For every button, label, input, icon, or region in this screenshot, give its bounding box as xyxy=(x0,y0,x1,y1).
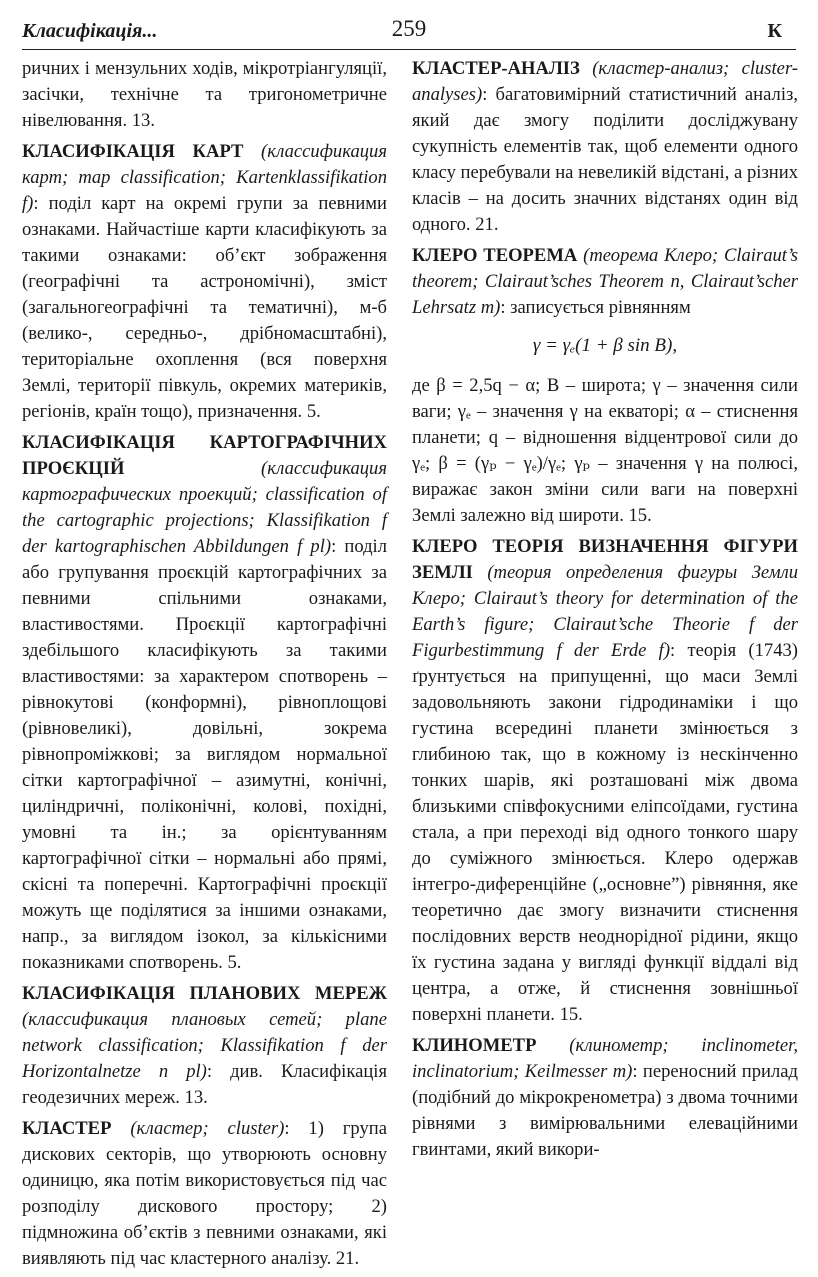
headword: КЛАСТЕР xyxy=(22,1118,112,1139)
headword: КЛАСИФІКАЦІЯ ПЛАНОВИХ МЕРЕЖ xyxy=(22,983,387,1004)
definition: : багатовимірний статистичний аналіз, який дає змогу поділити досліджувану сукупність елементів так, щоб елементи одного класу перебували на невеликій відстані, а різних класів – на досить значних відстанях один від одного. 21. xyxy=(412,84,798,235)
definition: : теорія (1743) ґрунтується на припущенні, що маси Землі задовольняють закони гідродинаміки і що густина всередині планети змінюється з глибиною так, що в кожному із нескінченно тонких шарів, які розташовані між двома близькими співфокусними еліпсоїдами, густина стала, а при переході від одного тонкого шару до суміжного змінюється. Клеро одержав інтегро-диференційне („основне”) рівняння, яке теоретично дає змогу визначити стиснення послідовних верств неоднорідної рідини, якщо їх густина задана у вигляді функції віддалі від центра, а отже, й стиснення зовнішньої поверхні планети. 15. xyxy=(412,640,799,1025)
translations: (клинометр; inclinometer, inclinatorium; Keilmesser m) xyxy=(412,1035,798,1082)
translations: (теория определения фигуры Земли Клеро; Clairaut’s theory for determination of the Earth’s figure; Clairaut’sche Theorie f der Figurbestimmung f der Erde f) xyxy=(412,562,798,661)
definition: : див. Класифікація геодезичних мереж. 13. xyxy=(22,1061,387,1108)
headword: КЛЕРО ТЕОРІЯ ВИЗНАЧЕННЯ ФІГУРИ ЗЕМЛІ xyxy=(412,536,798,583)
definition: : переносний прилад (подібний до мікрокренометра) з двома точними рівнями з вимірювальними елеваційними гвинтами, який викори- xyxy=(412,1061,798,1160)
formula-explanation: де β = 2,5q − α; B – широта; γ – значення сили ваги; γₑ – значення γ на екваторі; α – стиснення планети; q – відношення відцентрової сили до γₑ; β = (γₚ − γₑ)/γₑ; γₚ – значення γ на полюсі, виражає закон зміни сили ваги на поверхні Землі залежно від широти. 15. xyxy=(412,375,798,526)
entry-projection-classification xyxy=(22,430,387,976)
entry-map-classification xyxy=(22,139,387,425)
translations: (теорема Клеро; Clairaut’s theorem; Clairaut’sches Theorem n, Clairaut’scher Lehrsatz m) xyxy=(412,245,798,318)
left-column xyxy=(22,56,387,1277)
definition: : поділ карт на окремі групи за певними ознаками. Найчастіше карти класифікують за такими ознаками: об’єкт зображення (географічні та астрономічні), зміст (загальногеографічні та тематичні), м-б (велико-, середньо-, дрібномасштабні), територіальне охоплення (вся поверхня Землі, території півкуль, окремих материків, регіонів, країн тощо), призначення. 5. xyxy=(22,193,387,422)
translations: (классификация карт; map classification; Kartenklassifikation f) xyxy=(22,141,387,214)
clairaut-formula: γ = γₑ(1 + β sin B), xyxy=(532,335,678,356)
headword: КЛАСИФІКАЦІЯ КАРТ xyxy=(22,141,244,162)
headword: КЛЕРО ТЕОРЕМА xyxy=(412,245,578,266)
entry-clairaut-theorem xyxy=(412,243,798,321)
section-letter: К xyxy=(767,20,782,42)
headword: КЛАСИФІКАЦІЯ КАРТОГРАФІЧНИХ ПРОЄКЦІЙ xyxy=(22,432,387,479)
header-rule xyxy=(22,49,796,50)
translations: (кластер; cluster) xyxy=(130,1118,285,1139)
definition: : поділ або групування проєкцій картографічних за певними спільними ознаками, властивостями. Проєкції картографічні здебільшого класифікують за такими властивостями: за характером спотворень – рівнокутові (конформні), рівноплощові (рівновеликі), довільні, зокрема рівнопроміжкові; за виглядом нормальної сітки картографічної – азимутні, конічні, циліндричні, поліконічні, колові, похідні, умовні та ін.; за орієнтуванням картографічної сітки – нормальні або прямі, скісні та поперечні. Картографічні проєкції можуть ще поділятися за іншими ознаками, напр., за виглядом ізокол, за кількісними показниками спотворень. 5. xyxy=(22,536,387,973)
definition: : 1) група дискових секторів, що утворюють основну одиницю, яка потім використовується під час розподілу дискового простору; 2) підмножина об’єктів з певними ознаками, які виявляють під час кластерного аналізу. 21. xyxy=(22,1118,387,1269)
entry-clinometer xyxy=(412,1033,798,1163)
translations: (кластер-анализ; cluster-analyses) xyxy=(412,58,798,105)
entry-network-classification xyxy=(22,981,387,1111)
entry-cluster-analysis xyxy=(412,56,798,238)
entry-cluster xyxy=(22,1116,387,1272)
page-header xyxy=(22,18,796,48)
right-column xyxy=(412,56,798,1168)
translations: (классификация плановых сетей; plane network classification; Klassifikation f der Horizontalnetze n pl) xyxy=(22,1009,387,1082)
continuation-text: ричних і мензульних ходів, мікротріангуляції, засічки, технічне та тригонометричне нівелювання. 13. xyxy=(22,58,387,131)
entry-clairaut-theory xyxy=(412,534,798,1028)
running-head: Класифікація... xyxy=(22,20,158,42)
page-number: 259 xyxy=(391,16,427,41)
translations: (классификация картографических проекций; classification of the cartographic projections; Klassifikation f der kartographischen Abbildungen f pl) xyxy=(22,458,387,557)
headword: КЛАСТЕР-АНАЛІЗ xyxy=(412,58,580,79)
definition: : записується рівнянням xyxy=(500,297,691,318)
headword: КЛИНОМЕТР xyxy=(412,1035,537,1056)
